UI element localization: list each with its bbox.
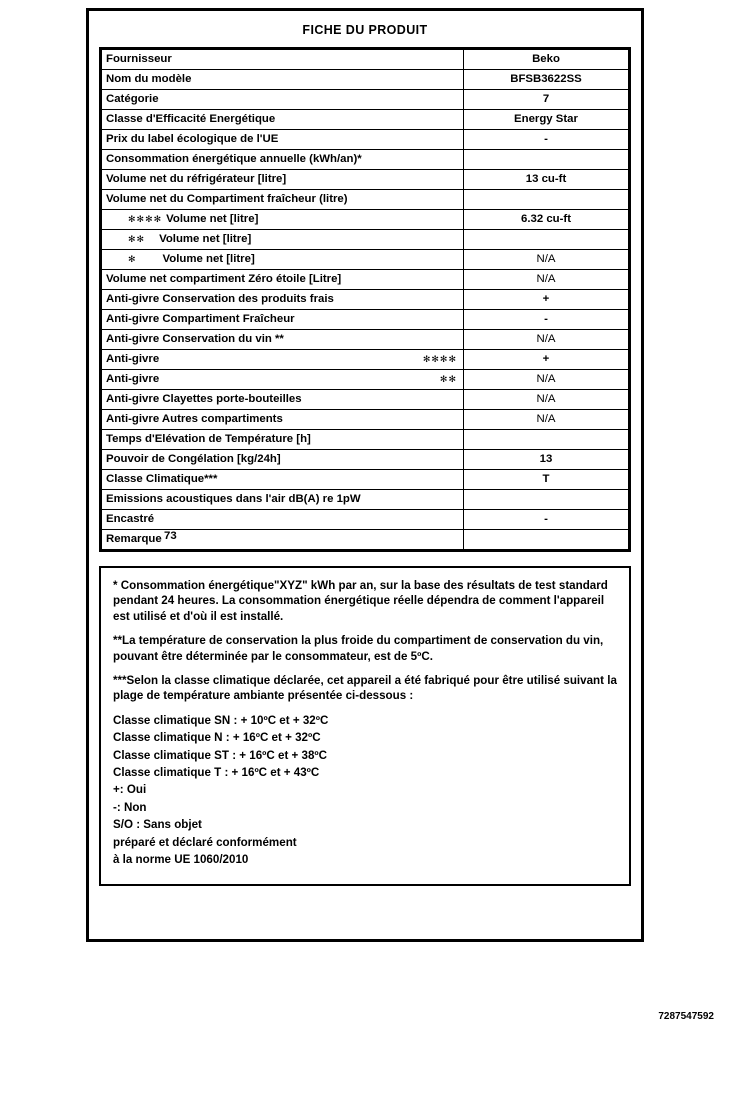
legend-line: à la norme UE 1060/2010	[113, 853, 249, 867]
spec-value-cell	[464, 150, 629, 170]
spec-value-cell: -	[464, 130, 629, 150]
spec-value-cell: N/A	[464, 250, 629, 270]
spec-label-cell	[102, 190, 464, 210]
table-row	[102, 230, 629, 250]
table-row	[102, 150, 629, 170]
table-row	[102, 50, 629, 70]
star-rating-icon: ✻✻	[128, 233, 146, 244]
spec-value-cell: 6.32 cu-ft	[464, 210, 629, 230]
spec-value-cell	[464, 430, 629, 450]
footnote-paragraphs	[113, 578, 617, 704]
table-row	[102, 210, 629, 230]
table-row	[102, 390, 629, 410]
spec-label: Volume net du Compartiment fraîcheur (litre)	[106, 192, 348, 205]
table-row	[102, 70, 629, 90]
spec-label: Classe d'Efficacité Energétique	[106, 112, 276, 125]
legend-list	[113, 782, 617, 867]
spec-label-cell	[102, 130, 464, 150]
climate-class-line: Classe climatique SN : + 10ºC et + 32ºC	[113, 713, 329, 727]
spec-label: Anti-givre	[106, 372, 160, 385]
spec-label-cell	[102, 450, 464, 470]
table-row	[102, 130, 629, 150]
spec-value-cell	[464, 190, 629, 210]
legend-line: -: Non	[113, 800, 147, 814]
spec-value-cell: Beko	[464, 50, 629, 70]
spec-value-cell: 7	[464, 90, 629, 110]
spec-label-cell	[102, 230, 464, 250]
spec-label-cell	[102, 270, 464, 290]
page-title: FICHE DU PRODUIT	[302, 23, 428, 37]
remark-label-cell	[102, 530, 464, 550]
star-rating-icon: ✻✻	[439, 373, 457, 384]
spec-label-cell	[102, 310, 464, 330]
document-outer-frame	[86, 8, 644, 942]
climate-class-line: Classe climatique ST : + 16ºC et + 38ºC	[113, 748, 328, 762]
legend-line: préparé et déclaré conformément	[113, 835, 297, 849]
specification-table-body	[102, 50, 629, 550]
spec-value-cell: N/A	[464, 270, 629, 290]
spec-label-cell	[102, 350, 464, 370]
spec-value-cell: N/A	[464, 390, 629, 410]
star-rating-icon: ✻✻✻✻	[422, 353, 457, 364]
table-row	[102, 190, 629, 210]
spec-label: Fournisseur	[106, 52, 172, 65]
table-row	[102, 510, 629, 530]
spec-label-cell	[102, 330, 464, 350]
footnotes-container	[99, 566, 631, 886]
spec-value-cell: 13	[464, 450, 629, 470]
spec-label: Volume net du réfrigérateur [litre]	[106, 172, 287, 185]
spec-value-cell: +	[464, 290, 629, 310]
table-row	[102, 250, 629, 270]
spec-value-cell: BFSB3622SS	[464, 70, 629, 90]
spec-label: Anti-givre Conservation des produits frais	[106, 292, 334, 305]
spec-label-cell	[102, 290, 464, 310]
table-row	[102, 370, 629, 390]
table-row	[102, 310, 629, 330]
spec-value-cell: -	[464, 510, 629, 530]
table-row	[102, 430, 629, 450]
climate-class-list	[113, 713, 617, 781]
spec-value-cell: +	[464, 350, 629, 370]
spec-label-cell	[102, 390, 464, 410]
spec-label: Catégorie	[106, 92, 159, 105]
spec-value-cell: Energy Star	[464, 110, 629, 130]
spec-label-cell	[102, 150, 464, 170]
star-rating-icon: ✻	[128, 253, 137, 264]
footnote-paragraph: ***Selon la classe climatique déclarée, cet appareil a été fabriqué pour être utilisé suivant la plage de température ambiante présentée ci-dessous :	[113, 674, 617, 703]
climate-class-line: Classe climatique N : + 16ºC et + 32ºC	[113, 731, 321, 745]
spec-label-cell	[102, 210, 464, 230]
spec-label: Volume net [litre]	[162, 252, 255, 265]
table-row-remark	[102, 530, 629, 550]
spec-label-cell	[102, 90, 464, 110]
spec-label: Pouvoir de Congélation [kg/24h]	[106, 452, 281, 465]
table-row	[102, 470, 629, 490]
table-row	[102, 450, 629, 470]
spec-label: Volume net compartiment Zéro étoile [Litre]	[106, 272, 342, 285]
spec-label: Anti-givre Compartiment Fraîcheur	[106, 312, 295, 325]
table-row	[102, 490, 629, 510]
spec-label-cell	[102, 470, 464, 490]
spec-label-cell	[102, 170, 464, 190]
table-row	[102, 90, 629, 110]
spec-label: Anti-givre	[106, 352, 160, 365]
spec-label: Anti-givre Clayettes porte-bouteilles	[106, 392, 302, 405]
spec-label: Anti-givre Autres compartiments	[106, 412, 283, 425]
spec-label: Anti-givre Conservation du vin **	[106, 332, 284, 345]
legend-line: +: Oui	[113, 783, 147, 797]
legend-line: S/O : Sans objet	[113, 818, 202, 832]
specification-table	[101, 49, 629, 550]
spec-label: Volume net [litre]	[166, 212, 259, 225]
spec-value-cell	[464, 490, 629, 510]
remark-value-cell	[464, 530, 629, 550]
spec-label-cell	[102, 50, 464, 70]
serial-number: 7287547592	[658, 1011, 714, 1022]
spec-label: Classe Climatique***	[106, 472, 218, 485]
spec-value-cell: N/A	[464, 410, 629, 430]
spec-label-cell	[102, 70, 464, 90]
table-row	[102, 270, 629, 290]
spec-value-cell: T	[464, 470, 629, 490]
spec-label: Consommation énergétique annuelle (kWh/an)*	[106, 152, 362, 165]
spec-value-cell: -	[464, 310, 629, 330]
climate-class-line: Classe climatique T : + 16ºC et + 43ºC	[113, 766, 320, 780]
star-rating-icon: ✻✻✻✻	[128, 213, 163, 224]
spec-label: Encastré	[106, 512, 155, 525]
footnote-paragraph: * Consommation énergétique"XYZ" kWh par an, sur la base des résultats de test standard pendant 24 heures. La consommation énergétique réelle dépendra de comment l'appareil est utilisé et d'où il est installé.	[113, 579, 608, 623]
spec-label-cell	[102, 510, 464, 530]
remark-label: Remarque	[106, 532, 162, 545]
table-row	[102, 170, 629, 190]
table-row	[102, 350, 629, 370]
spec-value-cell: 13 cu-ft	[464, 170, 629, 190]
footnote-paragraph: **La température de conservation la plus froide du compartiment de conservation du vin, pouvant être déterminée par le consommateur, est de 5ºC.	[113, 634, 604, 663]
table-row	[102, 290, 629, 310]
spec-value-cell: N/A	[464, 330, 629, 350]
spec-label: Nom du modèle	[106, 72, 192, 85]
specification-table-container	[99, 47, 631, 552]
table-row	[102, 110, 629, 130]
spec-value-cell: N/A	[464, 370, 629, 390]
table-row	[102, 330, 629, 350]
spec-label: Temps d'Elévation de Température [h]	[106, 432, 311, 445]
spec-label-cell	[102, 110, 464, 130]
remark-number: 73	[164, 530, 177, 542]
spec-label-cell	[102, 370, 464, 390]
table-row	[102, 410, 629, 430]
spec-label: Prix du label écologique de l'UE	[106, 132, 279, 145]
spec-value-cell	[464, 230, 629, 250]
spec-label-cell	[102, 490, 464, 510]
spec-label-cell	[102, 410, 464, 430]
spec-label: Volume net [litre]	[159, 232, 252, 245]
spec-label-cell	[102, 430, 464, 450]
spec-label-cell	[102, 250, 464, 270]
spec-label: Emissions acoustiques dans l'air dB(A) re 1pW	[106, 492, 361, 505]
